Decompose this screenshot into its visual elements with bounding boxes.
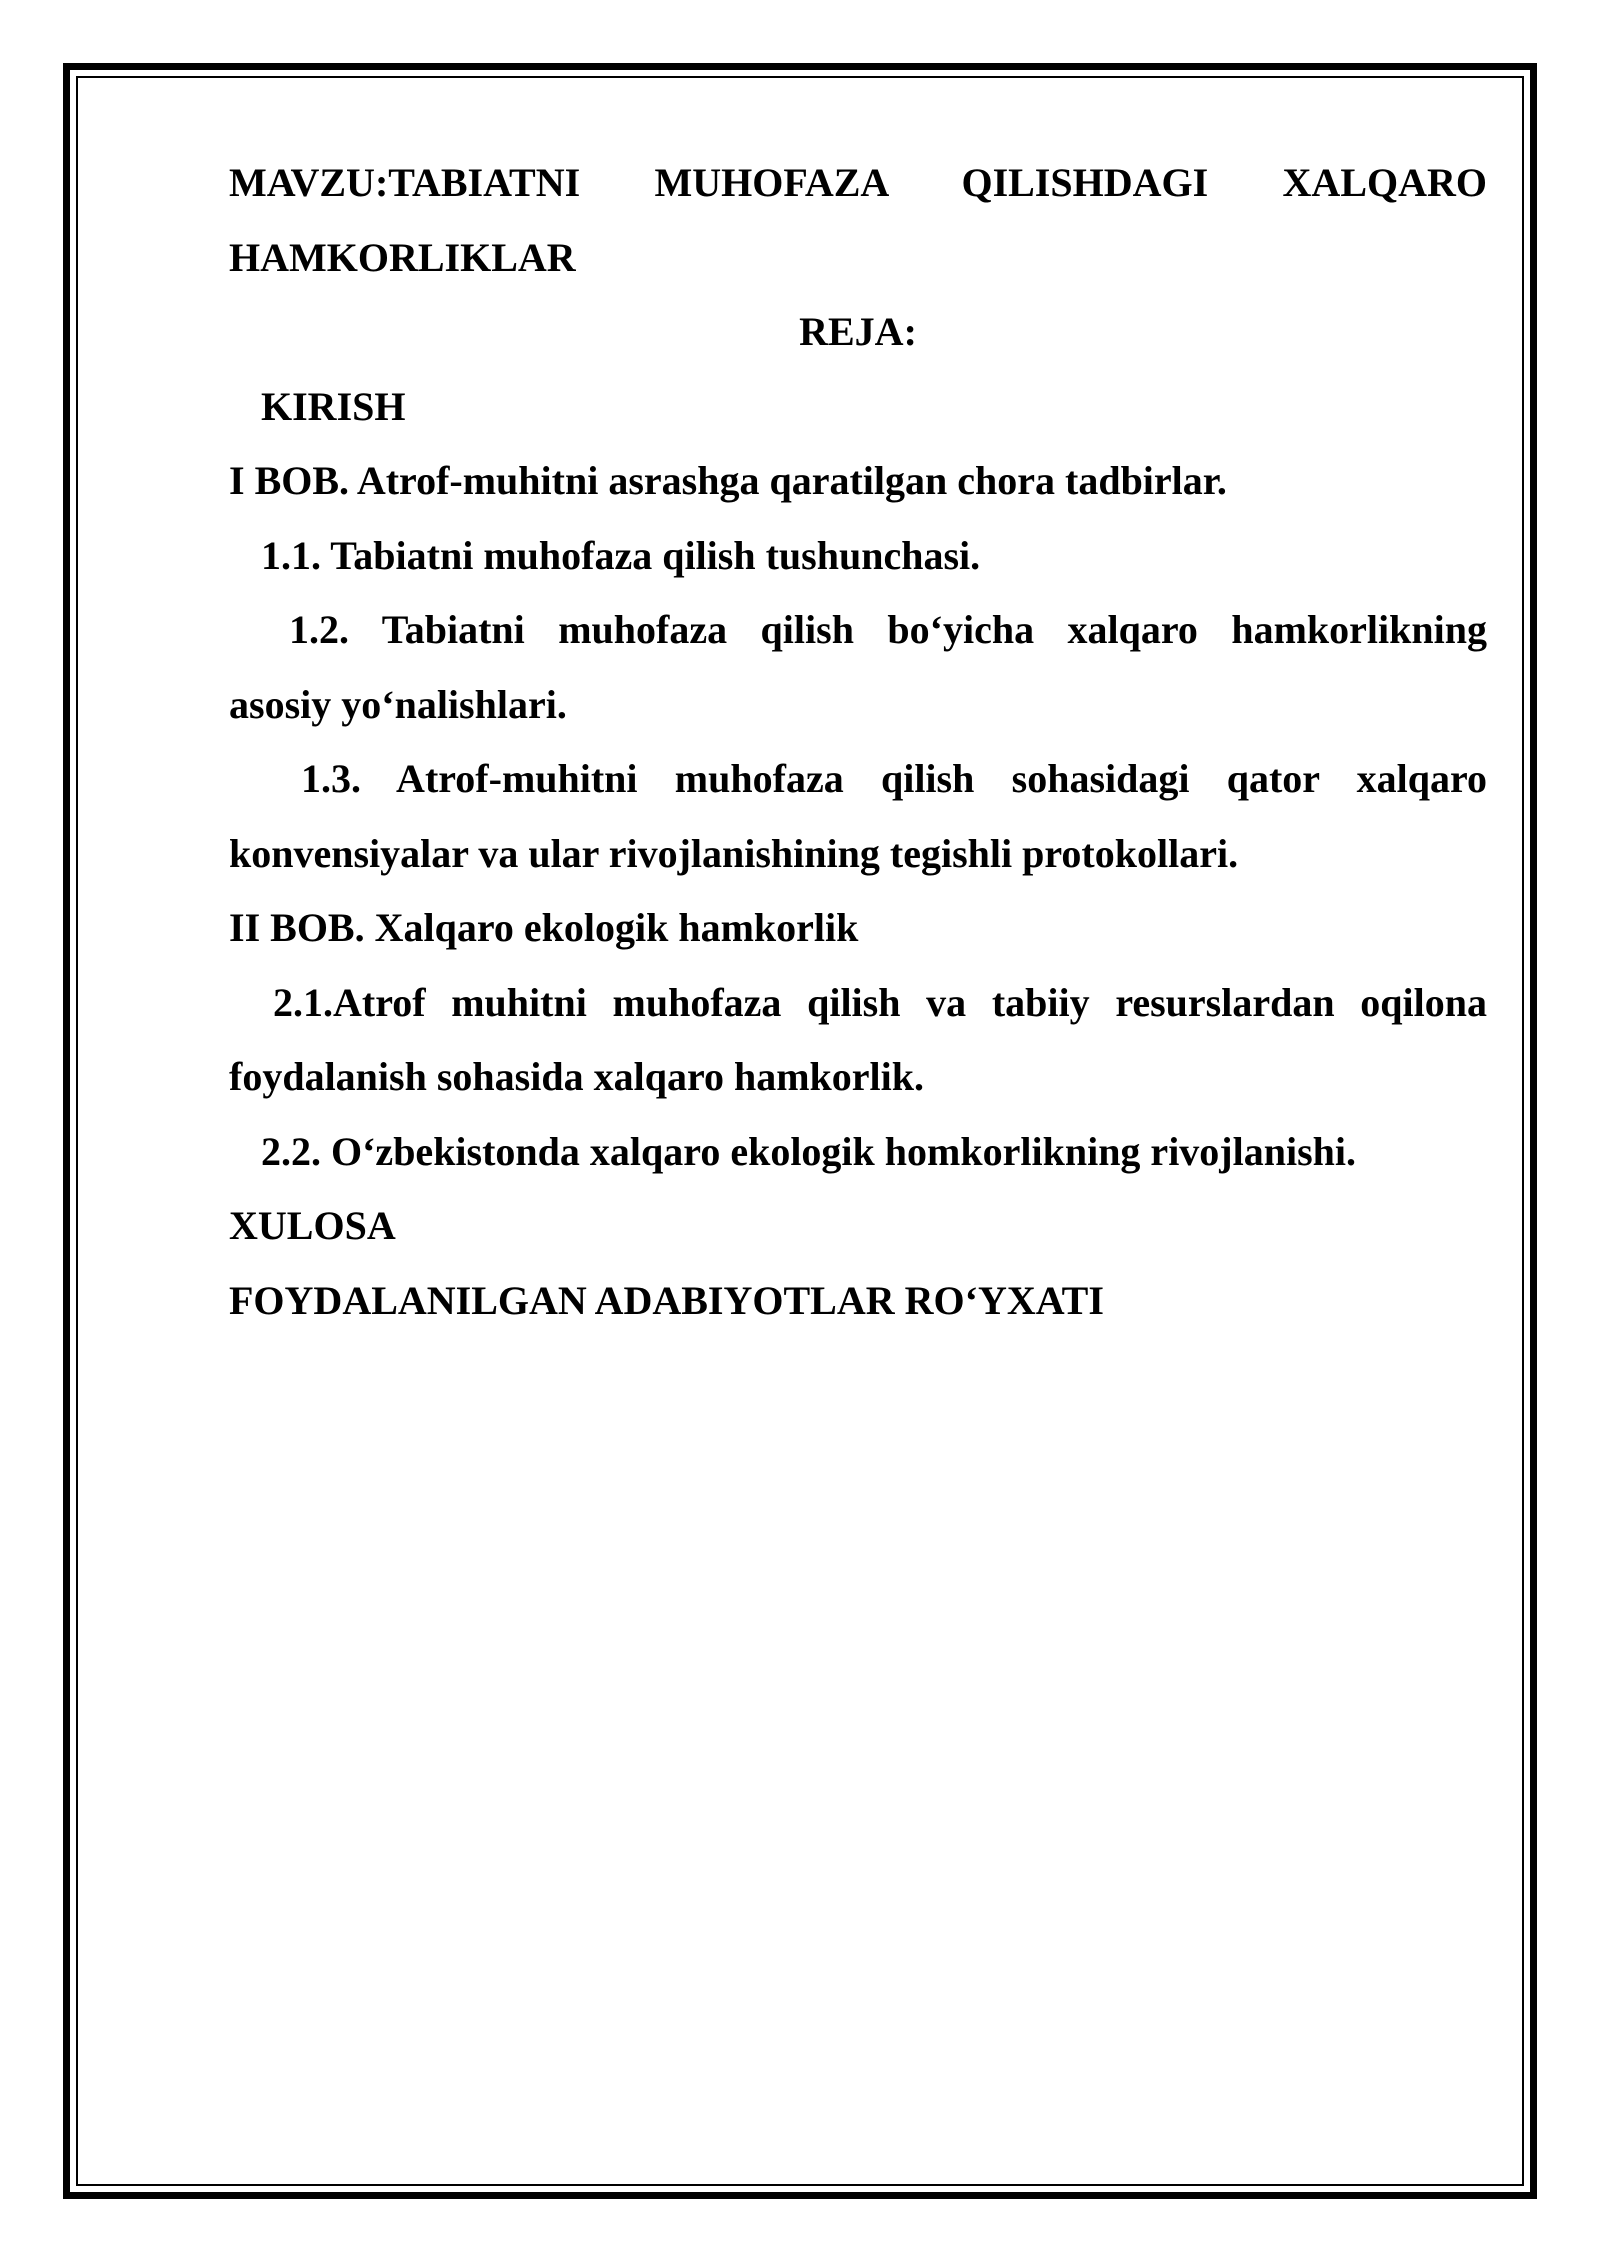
toc-intro: KIRISH (261, 383, 406, 429)
toc-section-1-3-line-2: konvensiyalar va ular rivojlanishining tegishli protokollari. (229, 830, 1239, 876)
toc-section-2-2: 2.2. O‘zbekistonda xalqaro ekologik homkorlikning rivojlanishi. (261, 1128, 1357, 1174)
toc-section-1-3-line-1: 1.3. Atrof-muhitni muhofaza qilish sohasidagi qator xalqaro (301, 756, 1487, 801)
toc-references: FOYDALANILGAN ADABIYOTLAR RO‘YXATI (229, 1277, 1104, 1323)
toc-section-1-2-line-1: 1.2. Tabiatni muhofaza qilish bo‘yicha xalqaro hamkorlikning (289, 607, 1487, 652)
toc-conclusion: XULOSA (229, 1203, 396, 1248)
toc-chapter-1: I BOB. Atrof-muhitni asrashga qaratilgan chora tadbirlar. (229, 458, 1227, 503)
toc-section-1-2-line-2: asosiy yo‘nalishlari. (229, 681, 567, 727)
document-title-line-1: MAVZU:TABIATNI MUHOFAZA QILISHDAGI XALQARO (229, 160, 1487, 205)
plan-heading: REJA: (799, 309, 917, 354)
toc-section-1-1: 1.1. Tabiatni muhofaza qilish tushunchasi. (261, 532, 981, 578)
toc-chapter-2: II BOB. Xalqaro ekologik hamkorlik (229, 905, 859, 950)
toc-section-2-1-line-1: 2.1.Atrof muhitni muhofaza qilish va tabiiy resurslardan oqilona (273, 979, 1487, 1025)
table-of-contents (229, 146, 1487, 1338)
document-title-line-2: HAMKORLIKLAR (229, 234, 576, 280)
toc-section-2-1-line-2: foydalanish sohasida xalqaro hamkorlik. (229, 1054, 925, 1099)
